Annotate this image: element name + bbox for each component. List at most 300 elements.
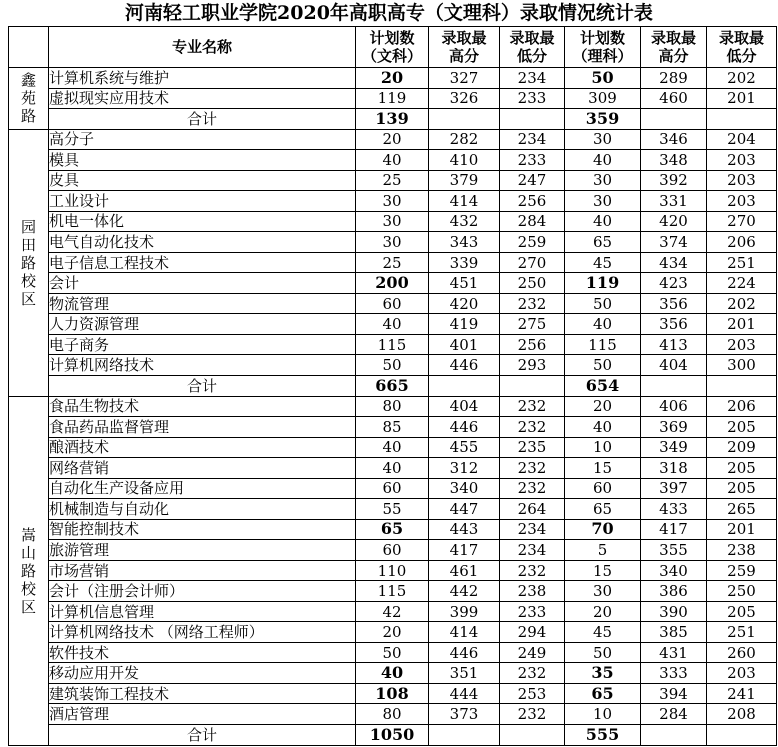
header-plan-wen	[356, 27, 429, 68]
cell-plan-wen: 25	[356, 252, 429, 273]
major-name: 自动化生产设备应用	[49, 478, 356, 499]
cell-max-wen: 410	[429, 150, 500, 171]
cell-min-wen: 232	[500, 293, 565, 314]
cell-plan-wen: 30	[356, 232, 429, 253]
cell-max-wen: 451	[429, 273, 500, 294]
cell-min-wen: 294	[500, 622, 565, 643]
total-plan-li: 359	[565, 109, 641, 130]
major-name: 市场营销	[49, 560, 356, 581]
cell-max-li: 392	[641, 170, 707, 191]
cell-max-li: 431	[641, 642, 707, 663]
table-row	[9, 704, 777, 725]
cell-max-wen: 312	[429, 458, 500, 479]
table-row	[9, 150, 777, 171]
cell-plan-li: 30	[565, 191, 641, 212]
cell-plan-wen: 20	[356, 129, 429, 150]
header-max-wen-line2: 高分	[448, 47, 479, 65]
table-row	[9, 478, 777, 499]
cell-plan-wen: 60	[356, 540, 429, 561]
total-max-wen	[429, 375, 500, 396]
cell-max-li: 397	[641, 478, 707, 499]
cell-min-li: 202	[707, 293, 777, 314]
cell-min-li: 241	[707, 683, 777, 704]
table-row	[9, 601, 777, 622]
cell-min-li: 205	[707, 478, 777, 499]
cell-min-wen: 247	[500, 170, 565, 191]
table-row	[9, 293, 777, 314]
cell-plan-wen: 30	[356, 191, 429, 212]
major-name: 虚拟现实应用技术	[49, 88, 356, 109]
cell-min-wen: 259	[500, 232, 565, 253]
major-name: 计算机网络技术 （网络工程师）	[49, 622, 356, 643]
campus-char: 校	[20, 579, 36, 598]
cell-max-li: 460	[641, 88, 707, 109]
table-row	[9, 129, 777, 150]
total-row	[9, 109, 777, 130]
table-row	[9, 458, 777, 479]
cell-min-li: 201	[707, 519, 777, 540]
cell-max-li: 356	[641, 314, 707, 335]
cell-plan-li: 65	[565, 232, 641, 253]
cell-plan-wen: 108	[356, 683, 429, 704]
cell-min-wen: 264	[500, 499, 565, 520]
table-row	[9, 273, 777, 294]
cell-max-li: 423	[641, 273, 707, 294]
cell-max-wen: 339	[429, 252, 500, 273]
cell-max-wen: 343	[429, 232, 500, 253]
cell-max-li: 394	[641, 683, 707, 704]
total-min-li	[707, 375, 777, 396]
cell-plan-wen: 60	[356, 293, 429, 314]
cell-max-wen: 419	[429, 314, 500, 335]
major-name: 酒店管理	[49, 704, 356, 725]
major-name: 机械制造与自动化	[49, 499, 356, 520]
cell-max-wen: 379	[429, 170, 500, 191]
total-label: 合计	[49, 375, 356, 396]
cell-min-wen: 232	[500, 458, 565, 479]
cell-max-wen: 417	[429, 540, 500, 561]
cell-max-wen: 442	[429, 581, 500, 602]
cell-plan-li: 15	[565, 560, 641, 581]
total-plan-li: 654	[565, 375, 641, 396]
total-label: 合计	[49, 109, 356, 130]
cell-max-li: 374	[641, 232, 707, 253]
cell-min-li: 205	[707, 601, 777, 622]
cell-max-wen: 414	[429, 191, 500, 212]
cell-max-wen: 414	[429, 622, 500, 643]
total-min-wen	[500, 109, 565, 130]
major-name: 机电一体化	[49, 211, 356, 232]
cell-min-li: 270	[707, 211, 777, 232]
campus-char: 园	[20, 217, 36, 236]
cell-max-wen: 373	[429, 704, 500, 725]
cell-min-li: 203	[707, 334, 777, 355]
campus-char: 区	[20, 289, 36, 308]
cell-plan-wen: 80	[356, 704, 429, 725]
major-name: 酿酒技术	[49, 437, 356, 458]
cell-plan-wen: 200	[356, 273, 429, 294]
cell-min-wen: 232	[500, 663, 565, 684]
table-row	[9, 581, 777, 602]
header-plan-li-line2: （理科）	[572, 47, 633, 65]
campus-char: 嵩	[20, 525, 36, 544]
header-plan-wen-line2: （文科）	[361, 47, 422, 65]
header-min-wen-line1: 录取最	[509, 29, 555, 47]
cell-min-wen: 232	[500, 478, 565, 499]
cell-min-wen: 233	[500, 150, 565, 171]
total-row	[9, 725, 777, 746]
cell-plan-li: 70	[565, 519, 641, 540]
cell-max-li: 284	[641, 704, 707, 725]
cell-min-wen: 233	[500, 88, 565, 109]
cell-max-li: 386	[641, 581, 707, 602]
total-label: 合计	[49, 725, 356, 746]
total-plan-wen: 139	[356, 109, 429, 130]
cell-max-wen: 461	[429, 560, 500, 581]
total-max-li	[641, 725, 707, 746]
total-min-wen	[500, 725, 565, 746]
total-min-wen	[500, 375, 565, 396]
cell-plan-wen: 40	[356, 150, 429, 171]
cell-max-wen: 351	[429, 663, 500, 684]
major-name: 建筑装饰工程技术	[49, 683, 356, 704]
cell-min-wen: 234	[500, 68, 565, 89]
cell-min-wen: 235	[500, 437, 565, 458]
table-row	[9, 252, 777, 273]
cell-plan-li: 50	[565, 355, 641, 376]
cell-min-li: 204	[707, 129, 777, 150]
major-name: 电子商务	[49, 334, 356, 355]
cell-min-wen: 238	[500, 581, 565, 602]
major-name: 电子信息工程技术	[49, 252, 356, 273]
cell-max-wen: 447	[429, 499, 500, 520]
table-row	[9, 683, 777, 704]
cell-min-li: 203	[707, 663, 777, 684]
cell-min-li: 206	[707, 232, 777, 253]
cell-plan-li: 15	[565, 458, 641, 479]
cell-plan-li: 10	[565, 437, 641, 458]
cell-plan-wen: 50	[356, 355, 429, 376]
cell-plan-wen: 40	[356, 663, 429, 684]
header-max-wen-line1: 录取最	[441, 29, 487, 47]
cell-max-wen: 420	[429, 293, 500, 314]
header-plan-li-line1: 计划数	[579, 29, 625, 47]
header-plan-li	[565, 27, 641, 68]
major-name: 计算机信息管理	[49, 601, 356, 622]
total-min-li	[707, 725, 777, 746]
campus-char: 区	[20, 597, 36, 616]
total-plan-wen: 1050	[356, 725, 429, 746]
cell-max-wen: 432	[429, 211, 500, 232]
cell-plan-li: 20	[565, 396, 641, 417]
admission-table	[8, 26, 777, 746]
table-row	[9, 355, 777, 376]
campus-cell	[9, 129, 49, 396]
cell-plan-li: 60	[565, 478, 641, 499]
header-max-li-line1: 录取最	[650, 29, 696, 47]
table-body	[9, 68, 777, 746]
cell-min-li: 201	[707, 88, 777, 109]
total-max-li	[641, 109, 707, 130]
cell-min-li: 300	[707, 355, 777, 376]
cell-max-li: 417	[641, 519, 707, 540]
table-row	[9, 88, 777, 109]
campus-char: 鑫	[20, 71, 36, 90]
table-row	[9, 663, 777, 684]
total-max-li	[641, 375, 707, 396]
cell-min-wen: 250	[500, 273, 565, 294]
cell-max-wen: 401	[429, 334, 500, 355]
cell-plan-li: 65	[565, 499, 641, 520]
cell-max-wen: 446	[429, 355, 500, 376]
cell-min-li: 201	[707, 314, 777, 335]
cell-max-li: 355	[641, 540, 707, 561]
cell-plan-li: 30	[565, 581, 641, 602]
cell-max-wen: 444	[429, 683, 500, 704]
campus-char: 山	[20, 543, 36, 562]
cell-max-li: 346	[641, 129, 707, 150]
cell-plan-li: 40	[565, 417, 641, 438]
major-name: 食品生物技术	[49, 396, 356, 417]
cell-min-li: 205	[707, 417, 777, 438]
cell-min-li: 238	[707, 540, 777, 561]
major-name: 食品药品监督管理	[49, 417, 356, 438]
header-max-li-line2: 高分	[658, 47, 689, 65]
cell-min-li: 251	[707, 622, 777, 643]
table-row	[9, 622, 777, 643]
cell-max-li: 406	[641, 396, 707, 417]
campus-char: 路	[20, 107, 36, 126]
campus-char: 校	[20, 271, 36, 290]
total-plan-wen: 665	[356, 375, 429, 396]
cell-min-li: 202	[707, 68, 777, 89]
header-major: 专业名称	[49, 27, 356, 68]
header-min-wen	[500, 27, 565, 68]
cell-max-wen: 404	[429, 396, 500, 417]
cell-plan-li: 40	[565, 211, 641, 232]
cell-plan-li: 119	[565, 273, 641, 294]
cell-max-wen: 326	[429, 88, 500, 109]
campus-char: 苑	[20, 89, 36, 108]
cell-min-wen: 234	[500, 129, 565, 150]
header-min-li-line2: 低分	[726, 47, 757, 65]
table-row	[9, 540, 777, 561]
campus-char: 路	[20, 253, 36, 272]
cell-min-wen: 249	[500, 642, 565, 663]
cell-min-wen: 284	[500, 211, 565, 232]
major-name: 软件技术	[49, 642, 356, 663]
campus-cell	[9, 396, 49, 746]
cell-min-wen: 232	[500, 560, 565, 581]
campus-char: 田	[20, 235, 36, 254]
total-min-li	[707, 109, 777, 130]
header-campus	[9, 27, 49, 68]
cell-plan-li: 35	[565, 663, 641, 684]
table-row	[9, 314, 777, 335]
cell-min-li: 203	[707, 150, 777, 171]
cell-min-li: 208	[707, 704, 777, 725]
major-name: 计算机系统与维护	[49, 68, 356, 89]
cell-max-li: 369	[641, 417, 707, 438]
cell-min-wen: 232	[500, 396, 565, 417]
cell-max-li: 390	[641, 601, 707, 622]
table-row	[9, 191, 777, 212]
major-name: 智能控制技术	[49, 519, 356, 540]
cell-max-li: 433	[641, 499, 707, 520]
cell-min-wen: 253	[500, 683, 565, 704]
cell-plan-li: 65	[565, 683, 641, 704]
cell-max-wen: 446	[429, 642, 500, 663]
cell-min-li: 209	[707, 437, 777, 458]
major-name: 物流管理	[49, 293, 356, 314]
major-name: 计算机网络技术	[49, 355, 356, 376]
cell-plan-wen: 115	[356, 581, 429, 602]
major-name: 人力资源管理	[49, 314, 356, 335]
total-row	[9, 375, 777, 396]
major-name: 皮具	[49, 170, 356, 191]
table-title: 河南轻工职业学院2020年高职高专（文理科）录取情况统计表	[125, 2, 653, 24]
cell-plan-li: 45	[565, 622, 641, 643]
total-max-wen	[429, 109, 500, 130]
cell-min-wen: 234	[500, 540, 565, 561]
header-min-li-line1: 录取最	[718, 29, 764, 47]
table-row	[9, 170, 777, 191]
cell-max-li: 349	[641, 437, 707, 458]
major-name: 旅游管理	[49, 540, 356, 561]
table-row	[9, 499, 777, 520]
cell-plan-wen: 50	[356, 642, 429, 663]
cell-min-li: 265	[707, 499, 777, 520]
cell-plan-wen: 42	[356, 601, 429, 622]
cell-plan-wen: 110	[356, 560, 429, 581]
cell-plan-li: 30	[565, 170, 641, 191]
cell-plan-li: 5	[565, 540, 641, 561]
header-row	[9, 27, 777, 68]
major-name: 会计	[49, 273, 356, 294]
major-name: 模具	[49, 150, 356, 171]
cell-min-li: 259	[707, 560, 777, 581]
cell-plan-li: 309	[565, 88, 641, 109]
header-min-wen-line2: 低分	[516, 47, 547, 65]
table-row	[9, 560, 777, 581]
cell-plan-wen: 85	[356, 417, 429, 438]
cell-plan-li: 50	[565, 293, 641, 314]
cell-min-wen: 232	[500, 704, 565, 725]
total-max-wen	[429, 725, 500, 746]
table-row	[9, 334, 777, 355]
cell-plan-li: 40	[565, 314, 641, 335]
major-name: 高分子	[49, 129, 356, 150]
cell-max-li: 331	[641, 191, 707, 212]
header-min-li	[707, 27, 777, 68]
cell-min-wen: 233	[500, 601, 565, 622]
cell-plan-wen: 80	[356, 396, 429, 417]
table-row	[9, 232, 777, 253]
cell-min-wen: 275	[500, 314, 565, 335]
cell-plan-wen: 25	[356, 170, 429, 191]
cell-min-li: 251	[707, 252, 777, 273]
cell-plan-wen: 119	[356, 88, 429, 109]
cell-plan-wen: 40	[356, 314, 429, 335]
cell-plan-li: 20	[565, 601, 641, 622]
cell-max-wen: 399	[429, 601, 500, 622]
campus-char: 路	[20, 561, 36, 580]
cell-plan-li: 115	[565, 334, 641, 355]
cell-max-li: 413	[641, 334, 707, 355]
cell-max-wen: 282	[429, 129, 500, 150]
cell-plan-wen: 55	[356, 499, 429, 520]
campus-cell	[9, 68, 49, 130]
cell-min-wen: 293	[500, 355, 565, 376]
cell-plan-li: 10	[565, 704, 641, 725]
cell-plan-li: 50	[565, 642, 641, 663]
cell-min-li: 260	[707, 642, 777, 663]
cell-max-li: 318	[641, 458, 707, 479]
cell-min-wen: 256	[500, 334, 565, 355]
cell-plan-li: 50	[565, 68, 641, 89]
cell-plan-wen: 65	[356, 519, 429, 540]
cell-plan-li: 30	[565, 129, 641, 150]
table-row	[9, 417, 777, 438]
cell-max-li: 434	[641, 252, 707, 273]
header-max-wen	[429, 27, 500, 68]
table-row	[9, 519, 777, 540]
major-name: 移动应用开发	[49, 663, 356, 684]
cell-max-wen: 340	[429, 478, 500, 499]
major-name: 会计（注册会计师）	[49, 581, 356, 602]
cell-max-li: 333	[641, 663, 707, 684]
cell-min-li: 203	[707, 191, 777, 212]
cell-plan-li: 45	[565, 252, 641, 273]
cell-min-li: 250	[707, 581, 777, 602]
table-row	[9, 437, 777, 458]
cell-min-li: 205	[707, 458, 777, 479]
cell-plan-wen: 60	[356, 478, 429, 499]
major-name: 电气自动化技术	[49, 232, 356, 253]
cell-max-li: 385	[641, 622, 707, 643]
table-row	[9, 642, 777, 663]
table-row	[9, 68, 777, 89]
cell-max-wen: 327	[429, 68, 500, 89]
cell-min-li: 203	[707, 170, 777, 191]
total-plan-li: 555	[565, 725, 641, 746]
table-row	[9, 211, 777, 232]
table-row	[9, 396, 777, 417]
cell-plan-wen: 20	[356, 68, 429, 89]
cell-max-li: 420	[641, 211, 707, 232]
cell-min-wen: 256	[500, 191, 565, 212]
major-name: 工业设计	[49, 191, 356, 212]
cell-max-wen: 446	[429, 417, 500, 438]
header-plan-wen-line1: 计划数	[369, 29, 415, 47]
cell-plan-wen: 115	[356, 334, 429, 355]
cell-max-wen: 455	[429, 437, 500, 458]
cell-min-wen: 234	[500, 519, 565, 540]
cell-max-li: 340	[641, 560, 707, 581]
cell-max-wen: 443	[429, 519, 500, 540]
cell-max-li: 356	[641, 293, 707, 314]
cell-plan-wen: 20	[356, 622, 429, 643]
cell-min-wen: 232	[500, 417, 565, 438]
cell-max-li: 348	[641, 150, 707, 171]
cell-max-li: 289	[641, 68, 707, 89]
cell-plan-wen: 40	[356, 437, 429, 458]
cell-min-wen: 270	[500, 252, 565, 273]
cell-plan-wen: 30	[356, 211, 429, 232]
header-max-li	[641, 27, 707, 68]
cell-min-li: 206	[707, 396, 777, 417]
cell-max-li: 404	[641, 355, 707, 376]
